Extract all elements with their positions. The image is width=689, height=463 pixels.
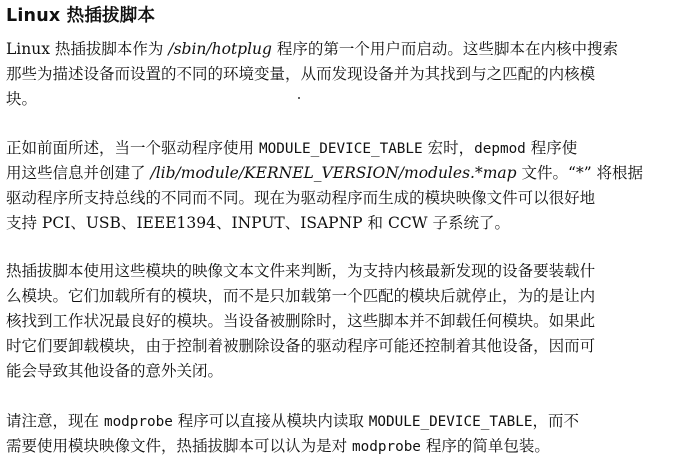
text-segment: 程序的简单包装。 bbox=[420, 437, 550, 455]
text-segment: 驱动程序所支持总线的不同而不同。现在为驱动程序而生成的模块映像文件可以很好地 bbox=[6, 189, 596, 207]
text-line bbox=[6, 334, 686, 359]
text-segment: /sbin/hotplug bbox=[168, 40, 272, 58]
text-line bbox=[6, 284, 686, 309]
text-line bbox=[6, 136, 686, 161]
text-segment: 热插拔脚本使用这些模块的映像文本文件来判断，为支持内核最新发现的设备要装载什 bbox=[6, 262, 596, 280]
text-line bbox=[6, 211, 686, 236]
text-segment: 文件。“*” 将根据 bbox=[516, 164, 644, 182]
paragraph-2 bbox=[6, 136, 689, 236]
text-line bbox=[6, 62, 686, 87]
paragraph-1 bbox=[6, 37, 689, 112]
text-line bbox=[6, 37, 686, 62]
text-line bbox=[6, 87, 686, 112]
text-segment: 那些为描述设备而设置的不同的环境变量，从而发现设备并为其找到与之匹配的内核模 bbox=[6, 65, 596, 83]
text-segment: 需要使用模块映像文件，热插拔脚本可以认为是对 bbox=[6, 437, 353, 455]
section-heading: Linux 热插拔脚本 bbox=[6, 6, 156, 26]
paragraph-3 bbox=[6, 259, 689, 384]
text-segment: MODULE_DEVICE_TABLE bbox=[258, 141, 423, 157]
text-segment: 程序的第一个用户而启动。这些脚本在内核中搜索 bbox=[271, 40, 618, 58]
text-segment: depmod bbox=[474, 141, 526, 157]
text-segment: 请注意，现在 bbox=[6, 412, 104, 430]
text-segment: 时它们要卸载模块，由于控制着被删除设备的驱动程序可能还控制着其他设备，因而可 bbox=[6, 337, 596, 355]
text-segment: 支持 PCI、USB、IEEE1394、INPUT、ISAPNP 和 CCW 子系统了。 bbox=[6, 214, 511, 232]
text-segment: 正如前面所述，当一个驱动程序使用 bbox=[6, 139, 259, 157]
text-segment: modprobe bbox=[103, 414, 173, 430]
text-segment: 程序可以直接从模块内读取 bbox=[172, 412, 369, 430]
text-line bbox=[6, 409, 686, 434]
text-segment: MODULE_DEVICE_TABLE bbox=[368, 414, 533, 430]
text-line bbox=[6, 434, 686, 459]
text-segment: 块。 bbox=[6, 90, 38, 108]
text-segment: 宏时， bbox=[422, 139, 475, 157]
text-segment: 核找到工作状况最良好的模块。当设备被删除时，这些脚本并不卸载任何模块。如果此 bbox=[6, 312, 596, 330]
text-segment: ，而不 bbox=[532, 412, 579, 430]
text-segment: 么模块。它们加载所有的模块，而不是只加载第一个匹配的模块后就停止，为的是让内 bbox=[6, 287, 596, 305]
text-segment: /lib/module/KERNEL_VERSION/modules.*map bbox=[150, 164, 517, 182]
text-line bbox=[6, 161, 686, 186]
text-segment: 能会导致其他设备的意外关闭。 bbox=[6, 362, 224, 380]
text-segment: 用这些信息并创建了 bbox=[6, 164, 151, 182]
text-line bbox=[6, 259, 686, 284]
text-segment: 程序使 bbox=[525, 139, 578, 157]
scan-speck bbox=[298, 97, 300, 99]
paragraph-4 bbox=[6, 409, 689, 459]
text-line bbox=[6, 186, 686, 211]
text-segment: modprobe bbox=[352, 439, 421, 455]
text-segment: Linux 热插拔脚本作为 bbox=[6, 40, 169, 58]
text-line bbox=[6, 359, 686, 384]
text-line bbox=[6, 309, 686, 334]
